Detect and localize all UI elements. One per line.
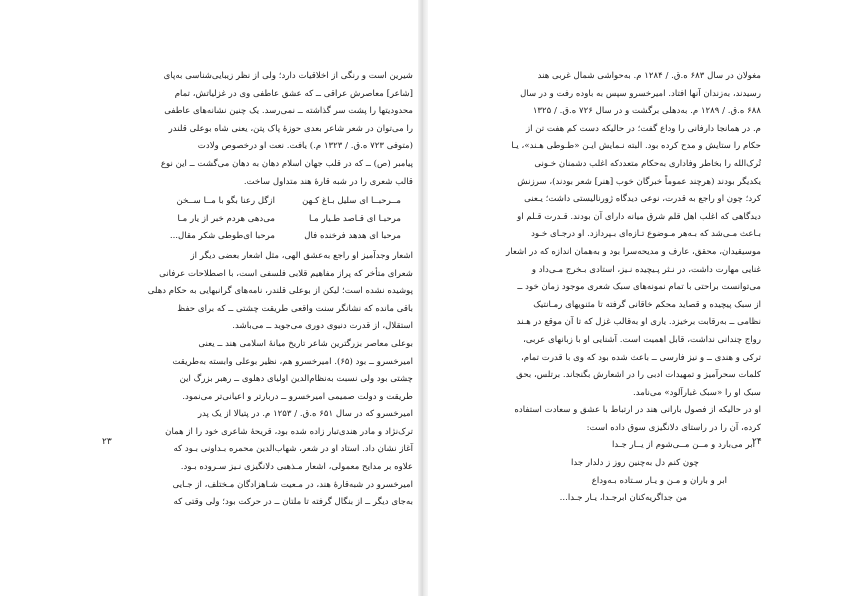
poem-line: ابر می‌بارد و مــن مــی‌شوم از یــار جـدا (612, 440, 755, 451)
text-line: حکام را ستایش و مدح کرده بود. البته نـمایش ایـن «طـوطی هـند»، یـا (511, 141, 761, 152)
text-line: کرده، آن را در راستای دلانگیزی سوق داده است: (586, 422, 761, 433)
poem-line: ابر و باران و مـن و یـار سـتاده بـه‌وداع (591, 475, 727, 486)
text-line: باقی مانده که نشانگر سنت واقعی طریقت چشتی ــ که برای حفظ (177, 303, 413, 314)
text-line: رسیدند، به‌زندان آنها افتاد. امیرخسرو سپس به باوده رفت و در سال (520, 88, 761, 99)
text-line: رواج چندانی نداشت، قابل اهمیت است. آشنایی او با زبانهای عربی، (523, 334, 761, 345)
text-line: چشتی بود ولی نسبت به‌نظام‌الدین اولیای دهلوی ــ رهبر بزرگ این (179, 374, 413, 385)
text-line: یکدیگر بودند (هرچند عموماً خبرگان خوب [هنر] شعر بودند)، سرزنش (517, 176, 761, 187)
text-line: قالب شعری را در شبه قارهٔ هند متداول ساخت. (243, 176, 413, 187)
right-page (436, 68, 761, 508)
text-line: کلمات سحرآمیز و تمهیدات ادبی را در اشعارش بگنجاند. برتلس، بحق (516, 370, 761, 381)
verse-block (88, 193, 413, 246)
text-line: ترک‌نژاد و مادر هندی‌تبار زاده شده بود، قریحهٔ شاعری خود را از همان (165, 426, 413, 437)
text-line: دیدگاهی که اغلب اهل قلم شرق میانه دارای آن بودند. قـدرت قـلم او (517, 211, 761, 222)
text-line: می‌توانست براحتی با تمام نمونه‌های سبک شعری موجود زمان خود ــ (517, 282, 761, 293)
text-line: به‌جای دیگر ــ از بنگال گرفته تا ملتان ــ در حرکت بود؛ ولی وقتی که (173, 497, 413, 508)
verse-hemistich: ازگل رعنا بگو با مــا ســخن (176, 196, 275, 207)
text-line: طریقت و دولت صمیمی امیرخسرو ــ دربارتر و اعیانی‌تر می‌نمود. (182, 391, 413, 402)
right-page-paragraph-a (436, 68, 761, 437)
text-line: را می‌توان در شعر شاعر بعدی حوزهٔ پاک پتن، یعنی شاه بوعلی قلندر (168, 123, 413, 134)
verse-couplet (88, 211, 413, 229)
text-line: امیرخسرو در شبه‌قارهٔ هند، در مـعیت شـاهزادگان مـختلف، از جـایی (172, 479, 413, 490)
poem-line: چون کنم دل به‌چنین روز ز دلدار جدا (570, 458, 699, 469)
text-line: استقلال، از قدرت دنیوی دوری می‌جوید ــ می‌باشد. (232, 321, 413, 332)
text-line: (متوفی ۷۲۳ ه‌.ق. / ۱۳۲۳ م.) یافت. نعت او درخصوص ولادت (197, 141, 413, 152)
left-page-paragraph-b (88, 248, 413, 512)
text-line: پیامبر (ص) ــ که در قلب جهان اسلام دهان به دهان می‌گشت ــ این نوع (160, 158, 413, 169)
verse-hemistich: مــرحبــا ای سلیل بـاغ کـهن (302, 196, 401, 207)
text-line: محدودیتها را پشت سر گذاشته ــ نمی‌رسد. یک چنین نشانه‌های عاطفی (164, 106, 413, 117)
text-line: او در حالیکه از فصول بارانی هند در ارتباط با عشق و سعادت استفاده (514, 405, 761, 416)
verse-hemistich: مرحبا ای هدهد فرخنده فال (304, 231, 401, 242)
page-number-right: ۲۴ (752, 437, 762, 447)
verse-couplet (88, 228, 413, 246)
book-gutter (418, 0, 428, 596)
text-line: از سبک پیچیده و قصاید محکم خاقانی گرفته تا مثنویهای رمـانتیک (533, 299, 761, 310)
poem-line: من جداگریه‌کنان ابرجـدا، یـار جـدا... (559, 493, 687, 504)
text-line: [شاعر] معاصرش عراقی ــ که عشق عاطفی وی در غزلیاتش، تمام (174, 88, 413, 99)
left-page (88, 68, 413, 512)
left-page-paragraph-a (88, 68, 413, 191)
text-line: تُرک‌الله را بخاطر وفاداری به‌حکام متعددکه اغلب دشمنان خـونی (534, 158, 761, 169)
text-line: موسیقیدان، محقق، عارف و مدیحه‌سرا بود و به‌همان اندازه که در اشعار (506, 246, 761, 257)
text-line: مغولان در سال ۶۸۳ ه‌.ق. / ۱۲۸۴ م. به‌حواشی شمال غربی هند (537, 71, 761, 81)
text-line: نظامی ــ به‌رقابت برخیزد. یاری او به‌قالب غزل که تا آن موقع در هـند (516, 317, 761, 328)
text-line: آغاز نشان داد. استاد او در شعر، شهاب‌الدین محمره بـداونی بـود که (173, 444, 413, 455)
verse-hemistich: می‌دهی هردم خبر از یار مـا (177, 213, 275, 224)
text-line: م. در همانجا دارفانی را وداع گفت؛ در حالیکه دست کم هفت تن از (525, 123, 761, 134)
text-line: شعرای متأخر که پراز مفاهیم قلابی فلسفی است، با اصطلاحات عرفانی (159, 268, 413, 279)
page-number-left: ۲۳ (102, 437, 112, 447)
verse-hemistich: مرحبا ای‌طوطی شکر مقال... (169, 231, 275, 242)
text-line: ترکی و هندی ــ و نیز فارسی ــ باعث شده بود که وی با قدرت تمام، (520, 352, 761, 363)
text-line: شیرین است و رنگی از اخلاقیات دارد؛ ولی از نظر زیبایی‌شناسی به‌پای (163, 71, 413, 81)
text-line: بوعلی معاصر بزرگترین شاعر تاریخ میانهٔ اسلامی هند ــ یعنی (198, 338, 413, 349)
text-line: علاوه بر مدایح معمولی، اشعار مـذهبی دلانگیزی نـیز سـروده بـود. (180, 462, 413, 473)
text-line: ۶۸۸ ه‌.ق. / ۱۲۸۹ م. به‌دهلی برگشت و در سال ۷۲۶ ه‌.ق. / ۱۳۲۵ (532, 106, 761, 117)
text-line: اشعار وجدآمیز او راجع به‌عشق الهی، مثل اشعار بعضی دیگر از (190, 250, 413, 261)
text-line: بـاعث مـی‌شد که بـه‌هر مـوضوع تـازه‌ای بـپردازد. او درجـای خـود (531, 229, 761, 240)
verse-hemistich: مرحبـا ای قـاصد طـیار مـا (309, 213, 401, 224)
text-line: امیرخسرو ــ بود (۶۵). امیرخسرو هم، نظیر بوعلی وابسته به‌طریقت (172, 356, 413, 367)
text-line: پوشیده نشده است؛ لیکن از بوعلی قلندر، نامه‌های گرانبهایی به حکام دهلی (147, 286, 413, 297)
text-line: امیرخسرو که در سال ۶۵۱ ه‌.ق. / ۱۲۵۳ م. در پتیالا از یک پدر (197, 409, 413, 420)
text-line: سبک او را «سبک غبارآلود» می‌نامد. (633, 387, 761, 398)
poem-block (436, 437, 761, 507)
text-line: غنایی مهارت داشت، در نـثر پـیچیده نـیز، استادی بـخرج مـی‌داد و (531, 264, 761, 275)
verse-couplet (88, 193, 413, 211)
text-line: کرد؛ چون او راجع به قدرت، نوعی دیدگاه ژورنالیستی داشت؛ یـعنی (524, 194, 761, 205)
